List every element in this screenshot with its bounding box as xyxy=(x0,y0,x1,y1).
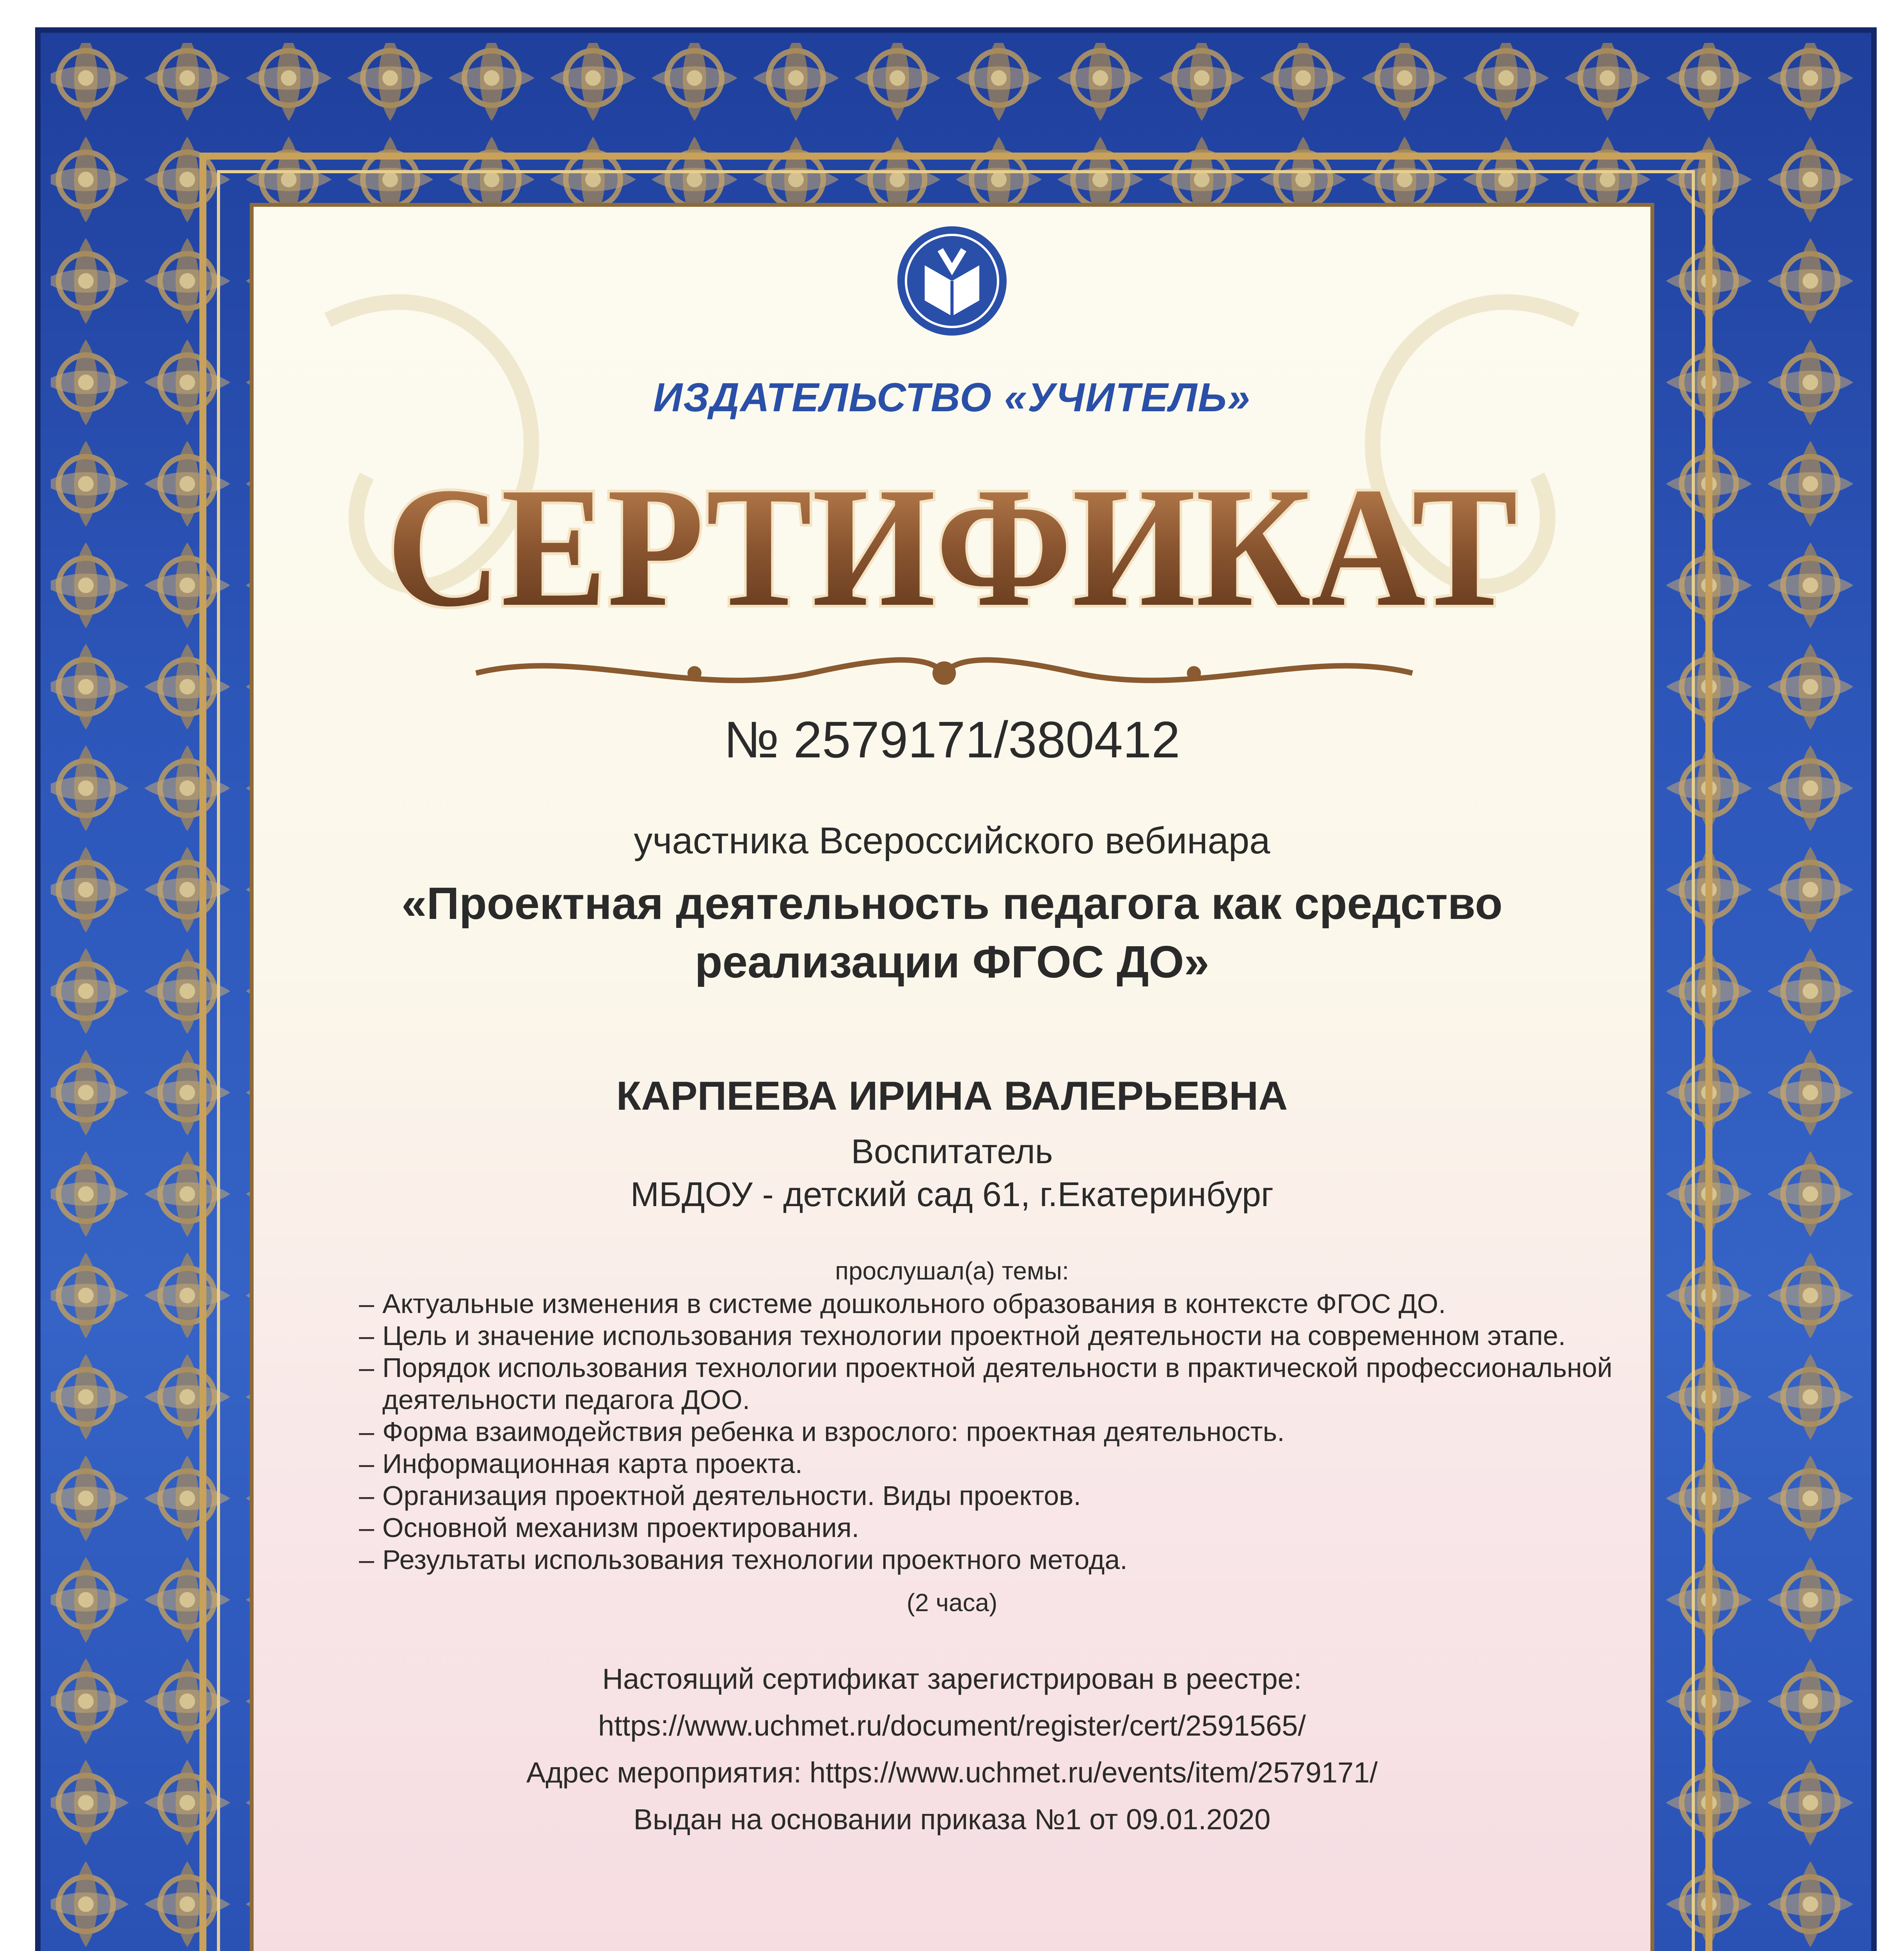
participant-name: КАРПЕЕВА ИРИНА ВАЛЕРЬЕВНА xyxy=(616,1073,1288,1119)
participant-organization: МБДОУ - детский сад 61, г.Екатеринбург xyxy=(630,1175,1274,1214)
certificate-subtitle: участника Всероссийского вебинара xyxy=(634,820,1270,862)
topic-item: – Организация проектной деятельности. Виды проектов. xyxy=(359,1480,1081,1511)
topic-item: – Актуальные изменения в системе дошкольного образования в контексте ФГОС ДО. xyxy=(359,1288,1446,1319)
hours-label: (2 часа) xyxy=(906,1589,998,1617)
topic-item: – Результаты использования технологии проектного метода. xyxy=(359,1544,1128,1575)
topic-item: – Порядок использования технологии проектной деятельности в практической профессиональной деятельности педагога ДОО. xyxy=(359,1352,1613,1415)
certificate-number: № 2579171/380412 xyxy=(724,711,1180,768)
publisher-logo-icon xyxy=(893,222,1011,339)
event-url-line[interactable]: Адрес мероприятия: https://www.uchmet.ru/events/item/2579171/ xyxy=(526,1756,1378,1789)
certificate-title-text: СЕРТИФИКАТ xyxy=(386,452,1518,642)
topic-item: – Цель и значение использования технологии проектной деятельности на современном этапе. xyxy=(359,1320,1566,1351)
topics-heading: прослушал(а) темы: xyxy=(835,1257,1069,1285)
webinar-title-line1: «Проектная деятельность педагога как средство xyxy=(401,878,1503,929)
topic-item: – Основной механизм проектирования. xyxy=(359,1512,860,1543)
webinar-title xyxy=(0,874,1904,991)
webinar-title-line2: реализации ФГОС ДО» xyxy=(694,936,1210,987)
topic-item: – Форма взаимодействия ребенка и взрослого: проектная деятельность. xyxy=(359,1416,1285,1447)
certificate-title xyxy=(367,421,1537,656)
topic-item: – Информационная карта проекта. xyxy=(359,1448,803,1479)
order-line: Выдан на основании приказа №1 от 09.01.2020 xyxy=(633,1803,1271,1836)
registry-text: Настоящий сертификат зарегистрирован в реестре: xyxy=(602,1663,1302,1695)
decorative-divider xyxy=(460,648,1428,698)
topics-list xyxy=(359,1288,1646,1576)
registry-url-link[interactable]: https://www.uchmet.ru/document/register/cert/2591565/ xyxy=(598,1709,1306,1742)
participant-position: Воспитатель xyxy=(851,1132,1053,1171)
publisher-name: ИЗДАТЕЛЬСТВО «УЧИТЕЛЬ» xyxy=(653,375,1251,420)
